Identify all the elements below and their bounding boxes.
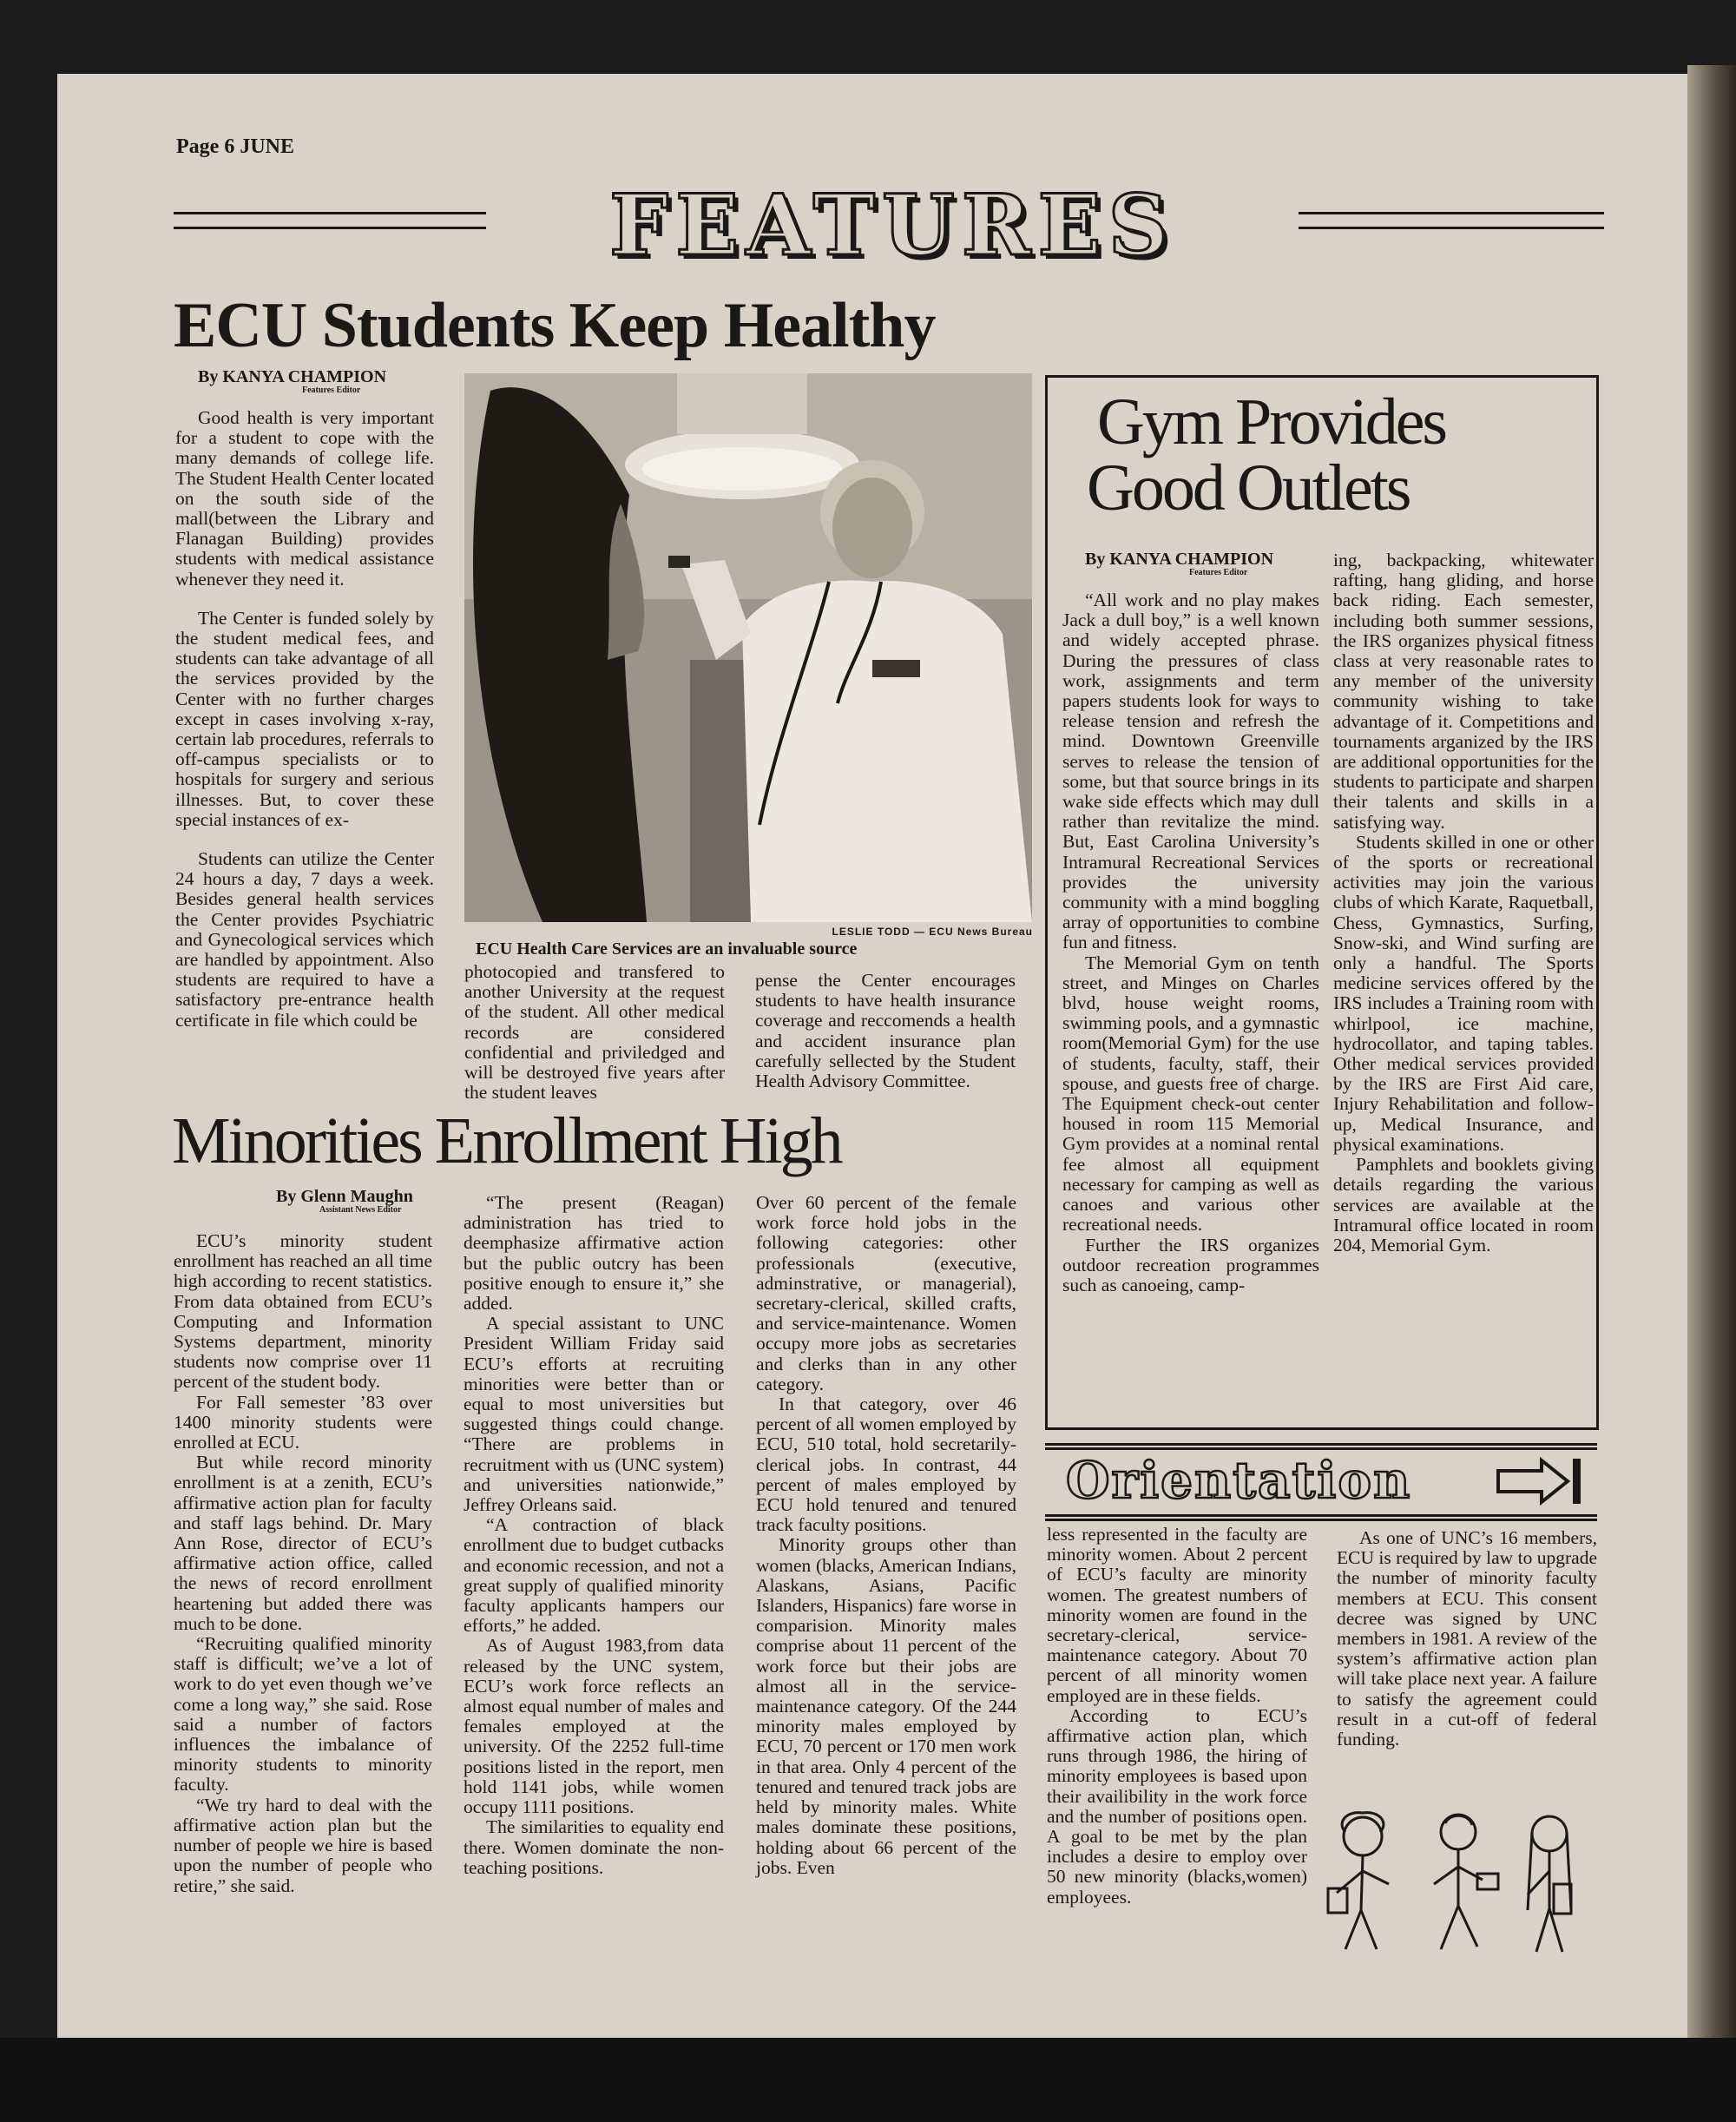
gym-byline bbox=[1085, 550, 1273, 577]
header-rule-left bbox=[174, 212, 486, 229]
minorities-col5 bbox=[1337, 1528, 1597, 1750]
photo-caption: ECU Health Care Services are an invaluable source bbox=[476, 939, 858, 959]
minorities-byline-name: By Glenn Maughn bbox=[276, 1187, 413, 1206]
arrow-right-icon bbox=[1493, 1455, 1588, 1507]
minorities-col3 bbox=[756, 1193, 1016, 1878]
scan-background bbox=[0, 2038, 1736, 2122]
minorities-col1-p2: For Fall semester ’83 over 1400 minority students were enrolled at ECU. bbox=[174, 1391, 432, 1453]
minorities-col2-p2: A special assistant to UNC President William Friday said ECU’s efforts at recruiting minorities were better than or equal to most universities but suggested things could change. “There are problems in recruitment with us (UNC system) and universities nationwide,” Jeffrey Orleans said. bbox=[464, 1313, 724, 1516]
health-col3: pense the Center encourages students to have health insurance coverage and reccomends a health and accident insurance plan carefully sellected by the Student Health Advisory Committee. bbox=[755, 970, 1016, 1092]
health-photo bbox=[464, 373, 1032, 922]
page-label: Page 6 JUNE bbox=[176, 135, 294, 158]
minorities-col5-p1: As one of UNC’s 16 members, ECU is required by law to upgrade the number of minority faculty members at ECU. This consent decree was signed by UNC members in 1981. A review of the system’s affirmative action plan will take place next year. A failure to satisfy the agreement could result in a cut-off of federal funding. bbox=[1337, 1527, 1597, 1750]
minorities-col1 bbox=[174, 1231, 432, 1896]
health-col2: photocopied and transfered to another University at the request of the student. All other medical records are considered confidential and priviledged and will be destroyed five years after the student leaves bbox=[464, 962, 725, 1104]
section-title: FEATURES bbox=[609, 176, 1175, 274]
nurse-photo-illustration bbox=[464, 373, 1032, 922]
gym-byline-role: Features Editor bbox=[1189, 568, 1248, 577]
gym-col1-p2: The Memorial Gym on tenth street, and Minges on Charles blvd, house weight rooms, swimming pools, and a gymnastic room(Memorial Gym) for the use of students, faculty, staff, their spouse, and guests free of charge. The Equipment check-out center housed in room 115 Memorial Gym provides at a nominal rental fee almost all equipment necessary for camping as well as canoes and various other recreational needs. bbox=[1062, 952, 1319, 1236]
gym-headline-line1: Gym Provides bbox=[1097, 386, 1445, 458]
health-col1 bbox=[175, 408, 434, 1031]
minorities-col2 bbox=[464, 1193, 724, 1878]
health-byline-name: By KANYA CHAMPION bbox=[198, 367, 387, 386]
minorities-byline-role: Assistant News Editor bbox=[319, 1205, 402, 1215]
minorities-col1-p3: But while record minority enrollment is at a zenith, ECU’s affirmative action plan for faculty and staff lags behind. Dr. Mary Ann Rose, director of ECU’s affirmative action office, called the news of record enrollment heartening but added there was much to be done. bbox=[174, 1452, 432, 1634]
minorities-col2-p4: As of August 1983,from data released by the UNC system, ECU’s work force reflects an almost equal number of males and females employed at the university. Of the 2252 full-time positions listed in the report, men hold 1141 jobs, while women occupy 1111 positions. bbox=[464, 1635, 724, 1818]
health-byline bbox=[198, 368, 386, 395]
minorities-col4 bbox=[1047, 1525, 1307, 1908]
gym-headline-line2: Good Outlets bbox=[1087, 451, 1410, 524]
gym-col2-p3: Pamphlets and booklets giving details regarding the various services are available at the Intramural office located in room 204, Memorial Gym. bbox=[1333, 1154, 1594, 1255]
minorities-byline bbox=[276, 1188, 413, 1215]
gym-col2-p2: Students skilled in one or other of the sports or recreational activities may join the various clubs of which Karate, Raquetball, Chess, Gymnastics, Surfing, Snow-ski, and Wind surfing are only a handful. The Sports medicine services offered by the IRS includes a Training room with whirlpool, ice machine, hydrocollator, and taping tables. Other medical services provided by the IRS are First Aid care, Injury Rehabilitation and follow-up, Medical Insurance, and physical examinations. bbox=[1333, 831, 1594, 1155]
gym-col2-p1: ing, backpacking, whitewater rafting, hang gliding, and horse back riding. Each semester, including both summer sessions, the IRS organizes physical fitness class at very reasonable rates to any member of the university community wishing to take advantage of it. Competitions and tournaments arganized by the IRS are additional opportunities for the students to participate and sharpen their talents and skills in a satisfying way. bbox=[1333, 550, 1594, 833]
cartoon-students-illustration bbox=[1319, 1797, 1597, 1971]
orientation-label: Orientation bbox=[1066, 1451, 1412, 1510]
page-spine bbox=[1687, 65, 1736, 2053]
orientation-banner bbox=[1045, 1443, 1597, 1521]
header-rule-right bbox=[1299, 212, 1604, 229]
health-col1-p1: Good health is very important for a student to cope with the many demands of college life. The Student Health Center located on the south side of the mall(between the Library and Flanagan Building) provides students with medical assistance whenever they need it. bbox=[175, 407, 434, 590]
minorities-col1-p1: ECU’s minority student enrollment has reached an all time high according to recent statistics. From data obtained from ECU’s Computing and Information Systems department, minority students now comprise over 11 percent of the student body. bbox=[174, 1230, 432, 1393]
minorities-col3-p3: Minority groups other than women (blacks, American Indians, Alaskans, Asians, Pacific Islanders, Hispanics) fare worse in comparision. Minority males comprise about 11 percent of the work force but their jobs are almost all in the service-maintenance category. Of the 244 minority males employed by ECU, 70 percent or 170 men work in that area. Only 4 percent of the tenured and tenured track jobs are held by minority males. White males dominate these positions, holding about 66 percent of the jobs. Even bbox=[756, 1534, 1016, 1878]
gym-byline-name: By KANYA CHAMPION bbox=[1085, 550, 1274, 569]
gym-col1-p3: Further the IRS organizes outdoor recreation programmes such as canoeing, camp- bbox=[1062, 1234, 1319, 1295]
minorities-col3-p2: In that category, over 46 percent of all women employed by ECU, 510 total, hold secretarily-clerical jobs. In contrast, 44 percent of males employed by ECU hold tenured and tenured track faculty positions. bbox=[756, 1394, 1016, 1536]
gym-col1 bbox=[1062, 590, 1319, 1295]
minorities-col4-p1: less represented in the faculty are minority women. About 2 percent of ECU’s faculty are minority women. The greatest numbers of minority women are found in the secretary-clerical, service-maintenance category. About 70 percent of all minority women employed are in these fields. bbox=[1047, 1524, 1307, 1706]
minorities-headline: Minorities Enrollment High bbox=[172, 1104, 841, 1177]
minorities-col2-p5: The similarities to equality end there. Women dominate the non-teaching positions. bbox=[464, 1816, 724, 1878]
minorities-col1-p4: “Recruiting qualified minority staff is difficult; we’ve a lot of work to do yet even though we’ve come a long way,” she said. Rose said a number of factors influences the imbalance of minority students to minority faculty. bbox=[174, 1633, 432, 1796]
health-byline-role: Features Editor bbox=[302, 386, 361, 395]
photo-credit: LESLIE TODD — ECU News Bureau bbox=[832, 926, 1033, 938]
minorities-col2-p1: “The present (Reagan) administration has tried to deemphasize affirmative action but the public outcry has been positive enough to ensure it,” she added. bbox=[464, 1192, 724, 1315]
minorities-col1-p5: “We try hard to deal with the affirmative action plan but the number of people we hire is based upon the number of people who retire,” she said. bbox=[174, 1794, 432, 1896]
health-col1-p3: Students can utilize the Center 24 hours a day, 7 days a week. Besides general health services the Center provides Psychiatric and Gynecological services which are handled by appointment. Also students are required to have a satisfactory pre-entrance health certificate in file which could be bbox=[175, 848, 434, 1031]
minorities-col2-p3: “A contraction of black enrollment due to budget cutbacks and economic recession, and not a great supply of qualified minority faculty applicants hampers our efforts,” he added. bbox=[464, 1514, 724, 1637]
gym-col2 bbox=[1333, 550, 1594, 1255]
minorities-col3-p1: Over 60 percent of the female work force hold jobs in the following categories: other professionals (executive, adminstrative, or managerial), secretary-clerical, skilled crafts, and service-maintenance. Women occupy more jobs as secretaries and clerks than in any other category. bbox=[756, 1192, 1016, 1394]
gym-col1-p1: “All work and no play makes Jack a dull boy,” is a well known and widely accepted phrase. During the pressures of class work, assignments and term papers students look for ways to release tension and refresh the mind. Downtown Greenville serves to release the tension of some, but that source brings in its wake side effects which may dull rather than revitalize the mind. But, East Carolina University’s Intramural Recreational Services provides the university community with a mind boggling array of opportunities to combine fun and fitness. bbox=[1062, 590, 1319, 953]
health-col1-p2: The Center is funded solely by the student medical fees, and students can take advantage of all the services provided by the Center with no further charges except in cases involving x-ray, certain lab procedures, referrals to off-campus specialists or to hospitals for surgery and serious illnesses. But, to cover these special instances of ex- bbox=[175, 607, 434, 830]
minorities-col4-p2: According to ECU’s affirmative action plan, which runs through 1986, the hiring of minority employees is based upon their availibility in the work force and the number of positions open. A goal to be met by the plan includes a desire to employ over 50 new minority (blacks,women) employees. bbox=[1047, 1704, 1307, 1908]
health-headline: ECU Students Keep Healthy bbox=[174, 290, 936, 361]
